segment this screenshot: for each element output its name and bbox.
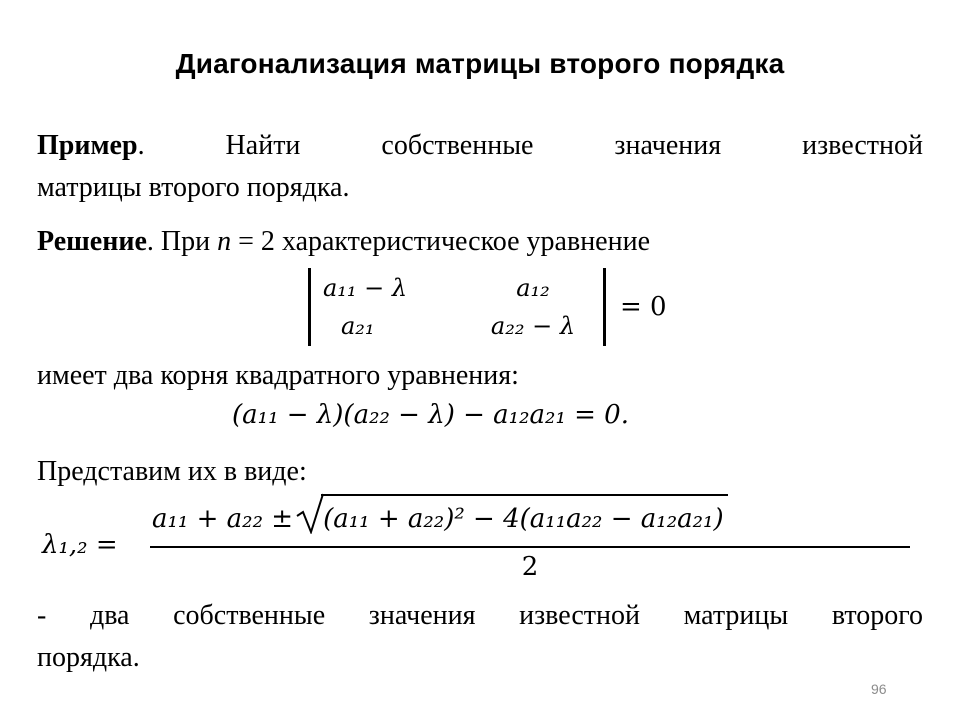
example-line-2: матрицы второго порядка. (37, 172, 350, 203)
fraction-line (150, 546, 910, 548)
quadratic-equation: (a₁₁ − λ)(a₂₂ − λ) − a₁₂a₂₁ = 0. (232, 400, 629, 430)
example-line-1 (37, 126, 923, 166)
characteristic-determinant (308, 268, 667, 346)
lambda-denominator: 2 (521, 552, 539, 582)
lambda-lhs: λ₁,₂ = (42, 530, 118, 560)
det-r2c2: a₂₂ − λ (490, 312, 576, 340)
det-r2c1: a₂₁ (341, 312, 375, 340)
solution-line (37, 222, 923, 262)
roots-text: имеет два корня квадратного уравнения: (37, 360, 519, 391)
solution-pre: . При (146, 226, 218, 257)
numerator-left: a₁₁ + a₂₂ ± (152, 504, 294, 534)
example-label: Пример (37, 130, 138, 161)
square-root (295, 498, 724, 534)
conclusion-line-1: - два собственные значения известной матрицы второго (37, 600, 923, 631)
det-r1c1: a₁₁ − λ (323, 274, 408, 302)
example-text-1: . Найти собственные значения известной (137, 130, 923, 161)
det-matrix (311, 271, 603, 343)
page-number: 96 (871, 681, 887, 697)
radical-sign-icon (295, 484, 325, 534)
lambda-numerator (152, 498, 724, 534)
det-rhs: = 0 (620, 292, 667, 322)
slide-title: Диагонализация матрицы второго порядка (175, 48, 785, 79)
solution-var-n: n (217, 226, 232, 257)
radical-vinculum (321, 494, 728, 496)
solution-label: Решение (37, 226, 147, 257)
solution-post: характеристическое уравнение (281, 226, 650, 257)
represent-text: Представим их в виде: (37, 456, 307, 487)
det-r1c2: a₁₂ (516, 274, 550, 302)
radicand: (a₁₁ + a₂₂)² − 4(a₁₁a₂₂ − a₁₂a₂₁) (323, 504, 724, 534)
det-right-bar (603, 268, 606, 346)
conclusion-line-2: порядка. (37, 642, 140, 673)
solution-eq: = 2 (231, 226, 282, 257)
